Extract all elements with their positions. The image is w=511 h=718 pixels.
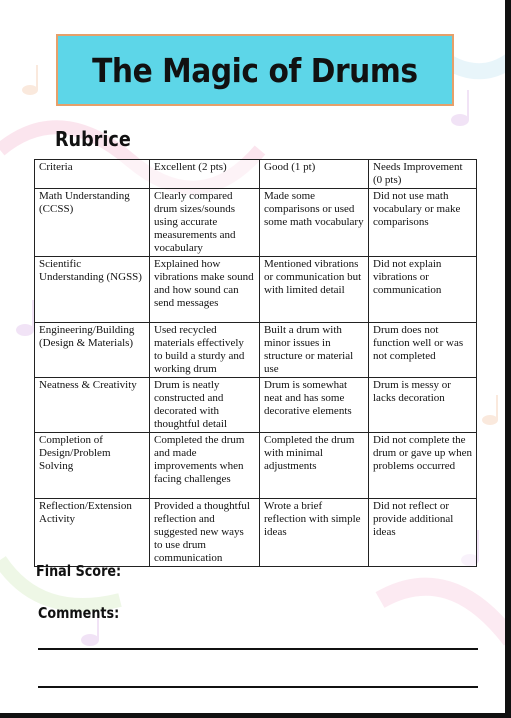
row-criteria: Math Understanding (CCSS) xyxy=(35,189,150,257)
row-excellent: Clearly compared drum sizes/sounds using accurate measurements and vocabulary xyxy=(150,189,260,257)
row-needs-improvement: Did not reflect or provide additional ideas xyxy=(369,499,477,567)
row-good: Mentioned vibrations or communication but with limited detail xyxy=(260,257,369,323)
rubric-table xyxy=(34,159,477,567)
rubric-heading: Rubrice xyxy=(55,127,131,151)
comment-line xyxy=(38,686,478,688)
row-criteria: Engineering/Building (Design & Materials) xyxy=(35,323,150,378)
table-row xyxy=(35,433,477,499)
row-criteria: Scientific Understanding (NGSS) xyxy=(35,257,150,323)
table-row xyxy=(35,499,477,567)
row-good: Built a drum with minor issues in structure or material use xyxy=(260,323,369,378)
row-needs-improvement: Did not complete the drum or gave up when problems occurred xyxy=(369,433,477,499)
row-criteria: Neatness & Creativity xyxy=(35,378,150,433)
row-needs-improvement: Drum is messy or lacks decoration xyxy=(369,378,477,433)
page-title: The Magic of Drums xyxy=(92,50,418,90)
final-score-label: Final Score: xyxy=(36,562,122,580)
table-row xyxy=(35,257,477,323)
row-criteria: Reflection/Extension Activity xyxy=(35,499,150,567)
row-needs-improvement: Did not use math vocabulary or make comparisons xyxy=(369,189,477,257)
comments-label: Comments: xyxy=(38,604,120,622)
row-good: Wrote a brief reflection with simple ideas xyxy=(260,499,369,567)
row-excellent: Completed the drum and made improvements when facing challenges xyxy=(150,433,260,499)
table-row xyxy=(35,378,477,433)
row-good: Made some comparisons or used some math vocabulary xyxy=(260,189,369,257)
row-excellent: Used recycled materials effectively to build a sturdy and working drum xyxy=(150,323,260,378)
row-excellent: Provided a thoughtful reflection and suggested new ways to use drum communication xyxy=(150,499,260,567)
row-needs-improvement: Drum does not function well or was not completed xyxy=(369,323,477,378)
header-excellent: Excellent (2 pts) xyxy=(150,160,260,189)
row-good: Completed the drum with minimal adjustments xyxy=(260,433,369,499)
row-excellent: Explained how vibrations make sound and how sound can send messages xyxy=(150,257,260,323)
row-good: Drum is somewhat neat and has some decorative elements xyxy=(260,378,369,433)
header-criteria: Criteria xyxy=(35,160,150,189)
row-needs-improvement: Did not explain vibrations or communication xyxy=(369,257,477,323)
title-banner xyxy=(56,34,454,106)
table-header-row xyxy=(35,160,477,189)
table-row xyxy=(35,323,477,378)
header-good: Good (1 pt) xyxy=(260,160,369,189)
header-needs-improvement: Needs Improvement (0 pts) xyxy=(369,160,477,189)
table-row xyxy=(35,189,477,257)
row-excellent: Drum is neatly constructed and decorated with thoughtful detail xyxy=(150,378,260,433)
row-criteria: Completion of Design/Problem Solving xyxy=(35,433,150,499)
comment-line xyxy=(38,648,478,650)
